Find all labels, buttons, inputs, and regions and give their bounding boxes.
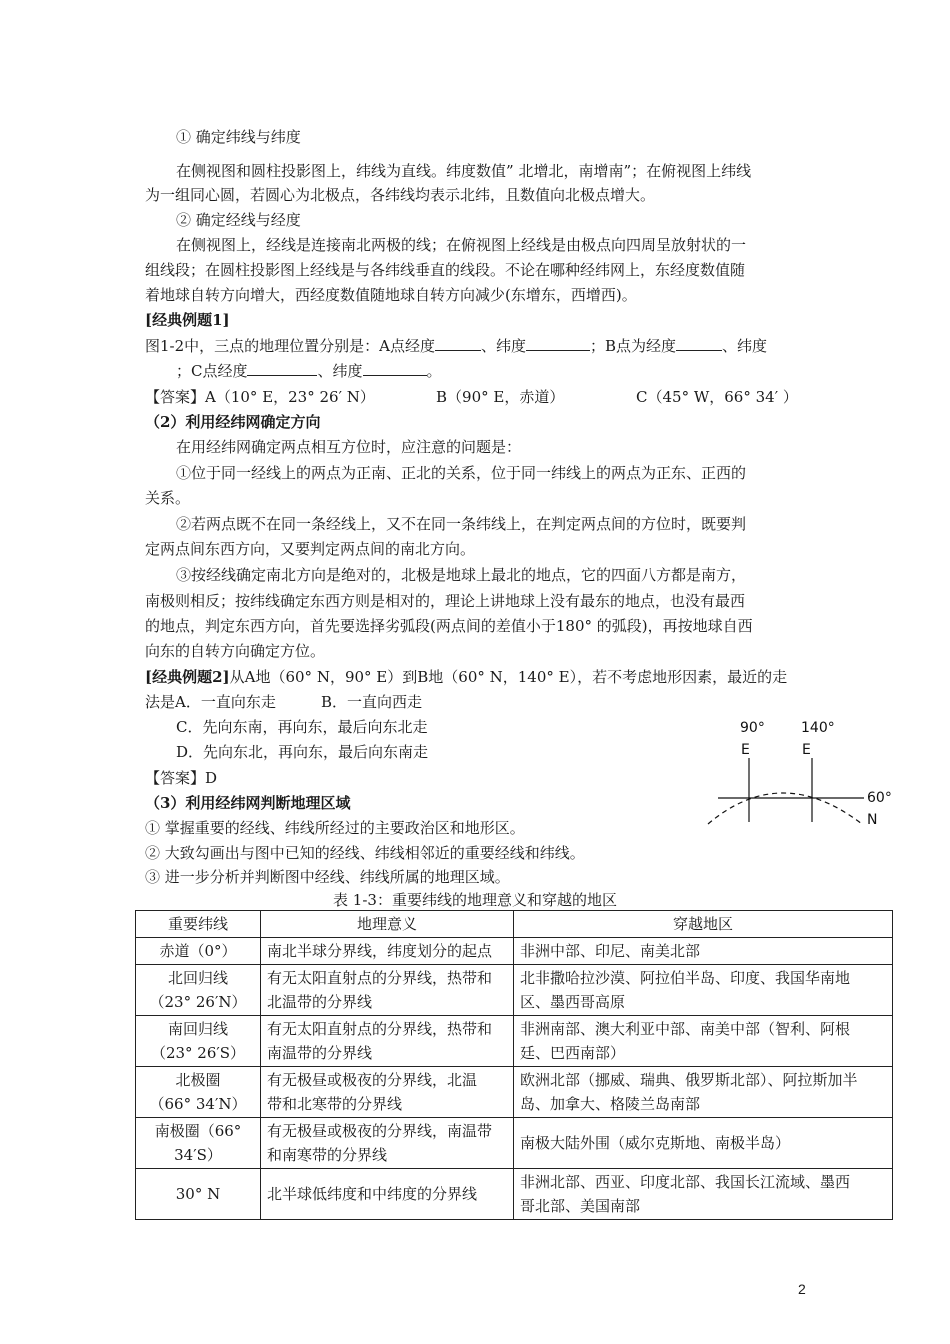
cell-text: 和南寒带的分界线 <box>267 1146 388 1164</box>
cell-text: 廷、巴西南部） <box>520 1044 626 1062</box>
answer-b: B（90° E，赤道） <box>436 388 565 406</box>
cell-text: 带和北寒带的分界线 <box>267 1095 403 1113</box>
cell-text: 非洲中部、印尼、南美北部 <box>520 942 701 960</box>
cell-text: 哥北部、美国南部 <box>520 1197 641 1215</box>
example-1-answer <box>145 386 798 408</box>
meaning-cell <box>261 1169 514 1220</box>
paragraph-line: 在用经纬网确定两点相互方位时，应注意的问题是： <box>176 438 522 456</box>
meaning-cell <box>261 965 514 1016</box>
cell-text: 30° N <box>175 1185 221 1203</box>
regions-cell <box>514 938 893 965</box>
cell-text: 非洲南部、澳大利亚中部、南美中部（智利、阿根 <box>520 1020 851 1038</box>
section-2-heading: （2）利用经纬网确定方向 <box>145 413 321 431</box>
regions-cell <box>514 1169 893 1220</box>
subheading-latitude: ① 确定纬线与纬度 <box>176 128 301 146</box>
example-2-options-ab <box>145 691 423 713</box>
cell-text: 南极圈（66° <box>154 1122 242 1140</box>
question-text: ；B点为经度 <box>590 337 677 355</box>
paragraph-line: 向东的自转方向确定方位。 <box>145 642 326 660</box>
answer-blank <box>526 336 590 351</box>
subheading-longitude: ② 确定经线与经度 <box>176 211 301 229</box>
cell-text: 南北半球分界线，纬度划分的起点 <box>267 942 493 960</box>
header-cell: 穿越地区 <box>514 911 893 938</box>
lon1-label: 90° <box>740 720 765 736</box>
paragraph-line: 南极则相反；按纬线确定东西方则是相对的，理论上讲地球上没有最东的地点，也没有最西 <box>145 592 746 610</box>
paragraph-line: ①位于同一经线上的两点为正南、正北的关系，位于同一纬线上的两点为正东、正西的 <box>176 464 747 482</box>
latitude-name-cell <box>136 965 261 1016</box>
cell-text: 北极圈 <box>175 1071 221 1089</box>
section-3-heading: （3）利用经纬网判断地理区域 <box>145 794 351 812</box>
option-a: 法是A．一直向东走 <box>145 693 276 711</box>
list-item: ③ 进一步分析并判断图中经线、纬线所属的地理区域。 <box>145 868 510 886</box>
cell-text: 非洲北部、西亚、印度北部、我国长江流域、墨西 <box>520 1173 851 1191</box>
list-item: ② 大致勾画出与图中已知的经线、纬线相邻近的重要经线和纬线。 <box>145 844 585 862</box>
example-1-question-cont <box>176 360 442 382</box>
cell-text: （66° 34′N） <box>149 1095 247 1113</box>
paragraph-line: ②若两点既不在同一条经线上，又不在同一条纬线上，在判定两点间的方位时，既要判 <box>176 515 747 533</box>
table-row <box>136 1067 893 1118</box>
answer-c: C（45° W，66° 34′ ） <box>636 388 798 406</box>
table-row <box>136 1016 893 1067</box>
page-number: 2 <box>798 1281 806 1297</box>
cell-text: 有无极昼或极夜的分界线，北温 <box>267 1071 478 1089</box>
table-row <box>136 1169 893 1220</box>
cell-text: 岛、加拿大、格陵兰岛南部 <box>520 1095 701 1113</box>
answer-blank <box>247 361 317 376</box>
answer-blank <box>676 336 722 351</box>
latitude-name-cell <box>136 1169 261 1220</box>
latitude-name-cell <box>136 1067 261 1118</box>
paragraph-line: 组线段；在圆柱投影图上经线是与各纬线垂直的线段。不论在哪种经纬网上，东经度数值随 <box>145 261 746 279</box>
table-row <box>136 1118 893 1169</box>
example-2-question <box>145 666 787 688</box>
question-text: 图1-2中，三点的地理位置分别是：A点经度 <box>145 337 435 355</box>
cell-text: 赤道（0°） <box>159 942 237 960</box>
answer-blank <box>363 361 427 376</box>
cell-text: 南温带的分界线 <box>267 1044 373 1062</box>
list-item: ① 掌握重要的经线、纬线所经过的主要政治区和地形区。 <box>145 819 525 837</box>
lat-label: 60° <box>867 790 892 806</box>
regions-cell <box>514 1067 893 1118</box>
cell-text: 有无极昼或极夜的分界线，南温带 <box>267 1122 493 1140</box>
paragraph-line: 在侧视图上，经线是连接南北两极的线；在俯视图上经线是由极点向四周呈放射状的一 <box>176 236 747 254</box>
cell-text: 34′S） <box>174 1146 222 1164</box>
cell-text: 北非撒哈拉沙漠、阿拉伯半岛、印度、我国华南地 <box>520 969 851 987</box>
regions-cell <box>514 1118 893 1169</box>
answer-a: 【答案】A（10° E，23° 26′ N） <box>145 388 375 406</box>
lon2-label: 140° <box>801 720 835 736</box>
cell-text: 南回归线 <box>167 1020 228 1038</box>
question-text: 从A地（60° N，90° E）到B地（60° N，140° E），若不考虑地形因素，最近的走 <box>229 668 788 686</box>
meaning-cell <box>261 1067 514 1118</box>
question-text: 、纬度 <box>722 337 768 355</box>
paragraph-line: 的地点，判定东西方向，首先要选择劣弧段(两点间的差值小于180° 的弧段)，再按地球自西 <box>145 617 753 635</box>
lon1-e-label: E <box>741 742 750 758</box>
answer-blank <box>435 336 481 351</box>
latitude-name-cell <box>136 1118 261 1169</box>
paragraph-line: 为一组同心圆，若圆心为北极点，各纬线均表示北纬，且数值向北极点增大。 <box>145 186 656 204</box>
question-text: 。 <box>426 362 442 380</box>
question-text: 、纬度 <box>317 362 363 380</box>
header-cell: 重要纬线 <box>136 911 261 938</box>
meaning-cell <box>261 938 514 965</box>
cell-text: 区、墨西哥高原 <box>520 993 626 1011</box>
latitude-name-cell <box>136 1016 261 1067</box>
cell-text: 北回归线 <box>167 969 228 987</box>
latitude-table <box>135 910 893 1220</box>
option-b: B．一直向西走 <box>321 693 423 711</box>
example-2-title: [经典例题2] <box>145 668 230 686</box>
table-row <box>136 938 893 965</box>
cell-text: 北半球低纬度和中纬度的分界线 <box>267 1185 478 1203</box>
header-cell: 地理意义 <box>261 911 514 938</box>
example-1-question <box>145 335 767 357</box>
paragraph-line: 关系。 <box>145 489 191 507</box>
table-header-row <box>136 911 893 938</box>
cell-text: 有无太阳直射点的分界线，热带和 <box>267 1020 493 1038</box>
regions-cell <box>514 965 893 1016</box>
lat-n-label: N <box>867 812 878 828</box>
cell-text: （23° 26′S） <box>150 1044 246 1062</box>
paragraph-line: 着地球自转方向增大，西经度数值随地球自转方向减少(东增东，西增西)。 <box>145 286 637 304</box>
option-d: D．先向东北，再向东，最后向东南走 <box>176 743 429 761</box>
paragraph-line: 在侧视图和圆柱投影图上，纬线为直线。纬度数值” 北增北，南增南”；在俯视图上纬线 <box>176 162 752 180</box>
example-2-answer: 【答案】D <box>145 769 218 787</box>
latitude-name-cell <box>136 938 261 965</box>
table-caption: 表 1-3：重要纬线的地理意义和穿越的地区 <box>333 891 617 909</box>
question-text: ；C点经度 <box>176 362 248 380</box>
cell-text: 欧洲北部（挪威、瑞典、俄罗斯北部）、阿拉斯加半 <box>520 1071 858 1089</box>
meaning-cell <box>261 1016 514 1067</box>
cell-text: 北温带的分界线 <box>267 993 373 1011</box>
lon2-e-label: E <box>802 742 811 758</box>
option-c: C．先向东南，再向东，最后向东北走 <box>176 718 428 736</box>
table-row <box>136 965 893 1016</box>
cell-text: 南极大陆外围（威尔克斯地、南极半岛） <box>520 1134 791 1152</box>
cell-text: 有无太阳直射点的分界线，热带和 <box>267 969 493 987</box>
cell-text: （23° 26′N） <box>149 993 247 1011</box>
meaning-cell <box>261 1118 514 1169</box>
regions-cell <box>514 1016 893 1067</box>
question-text: 、纬度 <box>481 337 527 355</box>
paragraph-line: ③按经线确定南北方向是绝对的，北极是地球上最北的地点，它的四面八方都是南方， <box>176 566 747 584</box>
lat-lon-diagram <box>700 712 910 832</box>
paragraph-line: 定两点间东西方向，又要判定两点间的南北方向。 <box>145 540 476 558</box>
example-1-title: [经典例题1] <box>145 311 230 329</box>
